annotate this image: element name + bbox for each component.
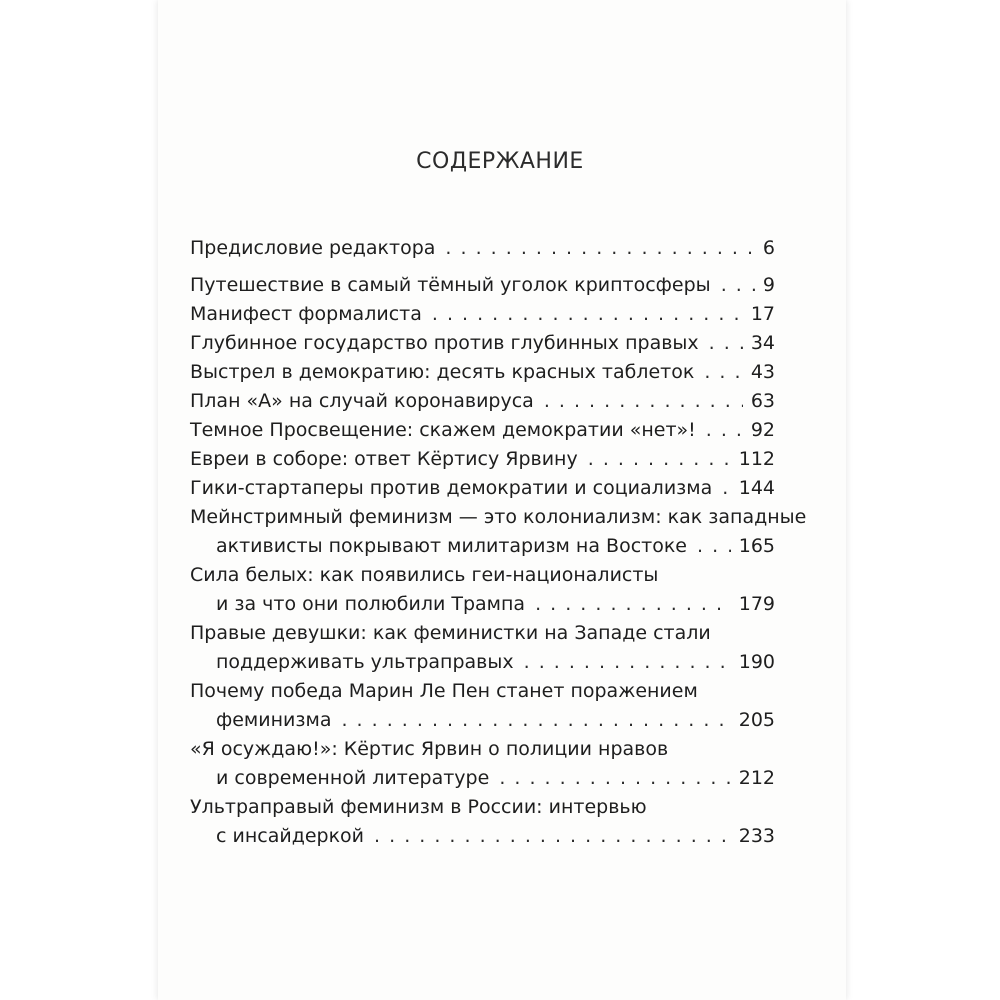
- toc-page-number: 34: [750, 332, 775, 354]
- toc-page-number: 212: [738, 767, 775, 789]
- toc-page-number: 233: [738, 825, 775, 847]
- toc-page-number: 6: [762, 237, 775, 259]
- toc-page-number: 144: [738, 477, 775, 499]
- dot-leader: [706, 416, 743, 445]
- toc-entry-title: Мейнстримный феминизм — это колониализм: как западные: [190, 506, 807, 528]
- dot-leader: [432, 300, 743, 329]
- dot-leader: [588, 445, 731, 474]
- toc-entry-title: «Я осуждаю!»: Кёртис Ярвин о полиции нравов: [190, 738, 669, 760]
- dot-leader: [524, 648, 731, 677]
- toc-entry: [190, 271, 775, 300]
- toc-entry: [190, 387, 775, 416]
- toc-page-number: 165: [738, 535, 775, 557]
- dot-leader: [704, 358, 743, 387]
- toc-page-number: 190: [738, 651, 775, 673]
- toc-entry-title-continuation: феминизма: [216, 709, 332, 731]
- toc-entry-title: Сила белых: как появились геи-националисты: [190, 564, 659, 586]
- toc-entry-title: Предисловие редактора: [190, 237, 436, 259]
- toc-entry: [190, 619, 775, 677]
- toc-entry-title-continuation: поддерживать ультраправых: [216, 651, 514, 673]
- toc-entry: [190, 358, 775, 387]
- toc-entry-title: Ультраправый феминизм в России: интервью: [190, 796, 647, 818]
- dot-leader: [722, 474, 730, 503]
- toc-page-number: 43: [750, 361, 775, 383]
- toc-page-number: 92: [750, 419, 775, 441]
- toc-entry: [190, 561, 775, 619]
- dot-leader: [544, 387, 743, 416]
- toc-page-number: 63: [750, 390, 775, 412]
- toc-entry: [190, 416, 775, 445]
- toc-entry-title: Правые девушки: как феминистки на Западе стали: [190, 622, 711, 644]
- toc-entry: [190, 503, 807, 561]
- dot-leader: [445, 234, 754, 263]
- toc-entry-title: Темное Просвещение: скажем демократии «нет»!: [190, 419, 696, 441]
- toc-entry-title: Гики-стартаперы против демократии и социализма: [190, 477, 713, 499]
- toc-page-number: 179: [738, 593, 775, 615]
- toc-entry-title: Евреи в соборе: ответ Кёртису Ярвину: [190, 448, 578, 470]
- toc-entry-title-continuation: и за что они полюбили Трампа: [216, 593, 526, 615]
- toc-entry-title: Выстрел в демократию: десять красных таблеток: [190, 361, 695, 383]
- table-of-contents: [190, 234, 807, 851]
- toc-entry-title-continuation: с инсайдеркой: [216, 825, 365, 847]
- toc-page-number: 9: [762, 274, 775, 296]
- toc-page-number: 205: [738, 709, 775, 731]
- dot-leader: [374, 822, 731, 851]
- toc-entry-title: Манифест формалиста: [190, 303, 422, 325]
- toc-entry: [190, 474, 775, 503]
- toc-page-number: 17: [750, 303, 775, 325]
- toc-entry: [190, 329, 775, 358]
- toc-entry: [190, 234, 775, 263]
- dot-leader: [535, 590, 731, 619]
- toc-entry-title: Почему победа Марин Ле Пен станет поражением: [190, 680, 698, 702]
- toc-entry-title: Глубинное государство против глубинных правых: [190, 332, 699, 354]
- dot-leader: [499, 764, 730, 793]
- dot-leader: [341, 706, 730, 735]
- toc-entry-title-continuation: активисты покрывают милитаризм на Востоке: [216, 535, 688, 557]
- toc-entry-title-continuation: и современной литературе: [216, 767, 490, 789]
- toc-entry: [190, 445, 775, 474]
- toc-entry-title: Путешествие в самый тёмный уголок криптосферы: [190, 274, 711, 296]
- dot-leader: [697, 532, 731, 561]
- toc-entry-title: План «А» на случай коронавируса: [190, 390, 534, 412]
- toc-entry: [190, 300, 775, 329]
- page-title: СОДЕРЖАНИЕ: [416, 149, 584, 174]
- dot-leader: [721, 271, 755, 300]
- toc-entry: [190, 735, 775, 793]
- toc-entry: [190, 677, 775, 735]
- dot-leader: [709, 329, 743, 358]
- toc-entry: [190, 793, 775, 851]
- toc-page-number: 112: [738, 448, 775, 470]
